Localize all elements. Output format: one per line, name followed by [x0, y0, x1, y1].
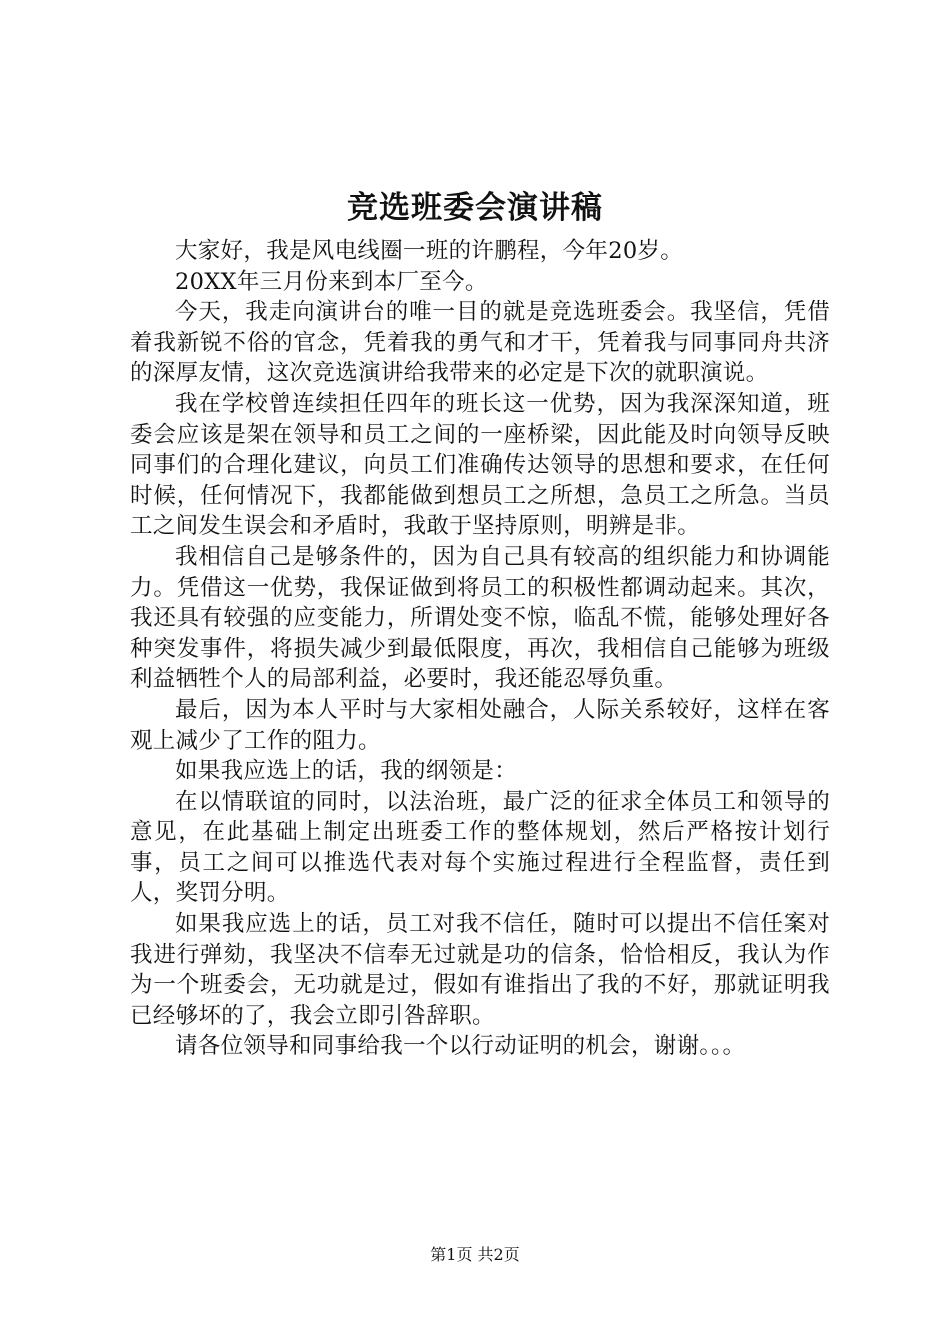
paragraph-greeting: 大家好，我是风电线圈一班的许鹏程，今年20岁。	[175, 238, 684, 264]
paragraph-closing: 请各位领导和同事给我一个以行动证明的机会，谢谢。。。	[175, 1033, 746, 1060]
paragraph-program: 在以情联谊的同时，以法治班，最广泛的征求全体员工和领导的意见，在此基础上制定出班委工作的整体规划，然后严格按计划行事，员工之间可以推选代表对每个实施过程进行全程监督，责任到人，奖罚分明。	[130, 788, 830, 907]
paragraph-experience: 我在学校曾连续担任四年的班长这一优势，因为我深深知道，班委会应该是架在领导和员工之间的一座桥梁，因此能及时向领导反映同事们的合理化建议，向员工们准确传达领导的思想和要求，在任何时候，任何情况下，我都能做到想员工之所想，急员工之所急。当员工之间发生误会和矛盾时，我敢于坚持原则，明辨是非。	[130, 390, 830, 540]
paragraph-program-intro: 如果我应选上的话，我的纲领是：	[175, 758, 518, 785]
page-number-footer: 第1页 共2页	[430, 1245, 520, 1264]
document-body	[130, 236, 830, 1062]
paragraph-relations: 最后，因为本人平时与大家相处融合，人际关系较好，这样在客观上减少了工作的阻力。	[130, 696, 830, 754]
paragraph-join-date: 20XX年三月份来到本厂至今。	[175, 268, 488, 295]
paragraph-abilities: 我相信自己是够条件的，因为自己具有较高的组织能力和协调能力。凭借这一优势，我保证做到将员工的积极性都调动起来。其次，我还具有较强的应变能力，所谓处变不惊，临乱不慌，能够处理好各种突发事件，将损失减少到最低限度，再次，我相信自己能够为班级利益牺牲个人的局部利益，必要时，我还能忍辱负重。	[130, 543, 830, 693]
document-title: 竞选班委会演讲稿	[347, 190, 603, 226]
paragraph-purpose: 今天，我走向演讲台的唯一目的就是竞选班委会。我坚信，凭借着我新锐不俗的官念，凭着我的勇气和才干，凭着我与同事同舟共济的深厚友情，这次竞选演讲给我带来的必定是下次的就职演说。	[130, 299, 830, 387]
paragraph-accountability: 如果我应选上的话，员工对我不信任，随时可以提出不信任案对我进行弹劾，我坚决不信奉无过就是功的信条，恰恰相反，我认为作为一个班委会，无功就是过，假如有谁指出了我的不好，那就证明我已经够坏的了，我会立即引咎辞职。	[130, 911, 830, 1029]
